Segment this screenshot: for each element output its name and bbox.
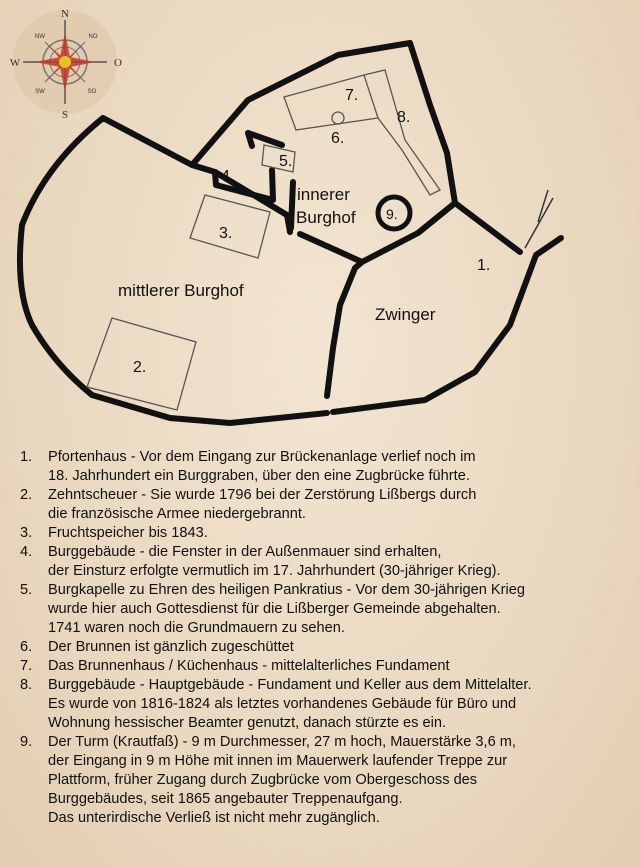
- legend-item: [20, 733, 635, 828]
- legend-text: die französische Armee niedergebrannt.: [48, 506, 306, 522]
- legend-text: Burggebäudes, seit 1865 angebauter Treppenaufgang.: [48, 791, 403, 807]
- compass-southwest: SW: [35, 89, 45, 95]
- map-number-2: 2.: [133, 359, 147, 376]
- compass-northwest: NW: [35, 34, 45, 40]
- entrance-bridge: [525, 190, 553, 248]
- compass-southeast: SO: [87, 89, 97, 95]
- compass-south: S: [61, 109, 69, 121]
- legend-number: 4.: [20, 544, 33, 560]
- zwinger-west-wall: [327, 262, 362, 396]
- legend-text: Zehntscheuer - Sie wurde 1796 bei der Zerstörung Lißbergs durch: [48, 487, 477, 503]
- legend-text: Burggebäude - die Fenster in der Außenmauer sind erhalten,: [48, 544, 442, 560]
- legend-number: 7.: [20, 658, 33, 674]
- label-inner-courtyard-2: Burghof: [296, 208, 356, 227]
- legend-item: [20, 657, 635, 676]
- compass-east: O: [114, 57, 122, 69]
- legend-text: Pfortenhaus - Vor dem Eingang zur Brückenanlage verlief noch im: [48, 449, 476, 465]
- well-circle: [332, 112, 344, 124]
- legend-text: 18. Jahrhundert ein Burggraben, über den eine Zugbrücke führte.: [48, 468, 470, 484]
- legend-number: 6.: [20, 639, 33, 655]
- legend-text: 1741 waren noch die Grundmauern zu sehen.: [48, 620, 345, 636]
- compass-rose-icon: [10, 8, 122, 121]
- building-7-outline: [284, 75, 378, 130]
- chapel-wall: [248, 133, 282, 146]
- legend-item: [20, 676, 635, 733]
- legend-list: [20, 448, 635, 828]
- legend-item: [20, 638, 635, 657]
- legend-text: Der Turm (Krautfaß) - 9 m Durchmesser, 27 m hoch, Mauerstärke 3,6 m,: [48, 734, 516, 750]
- label-inner-courtyard-1: innerer: [297, 185, 350, 204]
- legend-item: [20, 543, 635, 581]
- compass-north: N: [61, 8, 69, 20]
- legend-number: 2.: [20, 487, 33, 503]
- bridge-rail-south: [525, 198, 553, 248]
- label-zwinger: Zwinger: [375, 305, 436, 324]
- legend-text: Burggebäude - Hauptgebäude - Fundament und Keller aus dem Mittelalter.: [48, 677, 532, 693]
- map-number-5: 5.: [279, 153, 293, 170]
- legend-number: 5.: [20, 582, 33, 598]
- legend-item: [20, 581, 635, 638]
- legend-number: 8.: [20, 677, 33, 693]
- map-number-7: 7.: [345, 87, 359, 104]
- zwinger-south-wall: [333, 238, 561, 412]
- legend-text: Das unterirdische Verließ ist nicht mehr zugänglich.: [48, 810, 380, 826]
- map-number-3: 3.: [219, 225, 233, 242]
- compass-west: W: [9, 57, 21, 69]
- legend-text: Fruchtspeicher bis 1843.: [48, 525, 208, 541]
- map-number-9: 9.: [386, 206, 398, 222]
- legend-number: 3.: [20, 525, 33, 541]
- legend-number: 9.: [20, 734, 33, 750]
- legend-text: Es wurde von 1816-1824 als letztes vorhandenes Gebäude für Büro und: [48, 696, 517, 712]
- label-middle-courtyard: mittlerer Burghof: [118, 281, 244, 300]
- legend-text: wurde hier auch Gottesdienst für die Lißberger Gemeinde abgehalten.: [48, 601, 501, 617]
- legend-text: der Eingang in 9 m Höhe mit innen im Mauerwerk laufender Treppe zur: [48, 753, 508, 769]
- map-number-1: 1.: [477, 257, 491, 274]
- legend-text: Das Brunnenhaus / Küchenhaus - mittelalterliches Fundament: [48, 658, 450, 674]
- map-number-4: 4.: [221, 168, 235, 185]
- compass-center: [59, 56, 71, 68]
- courtyard-gate-wall: [291, 182, 293, 228]
- legend-item: [20, 486, 635, 524]
- map-number-8: 8.: [397, 109, 411, 126]
- legend-text: der Einsturz erfolgte vermutlich im 17. Jahrhundert (30-jähriger Krieg).: [48, 563, 501, 579]
- legend-item: [20, 448, 635, 486]
- zwinger-east-wall: [455, 203, 520, 252]
- legend-text: Der Brunnen ist gänzlich zugeschüttet: [48, 639, 294, 655]
- legend-number: 1.: [20, 449, 33, 465]
- legend-text: Burgkapelle zu Ehren des heiligen Pankratius - Vor dem 30-jährigen Krieg: [48, 582, 526, 598]
- building-8-outline: [364, 70, 440, 195]
- compass-northeast: NO: [88, 34, 98, 40]
- map-number-6: 6.: [331, 130, 345, 147]
- legend-text: Plattform, früher Zugang durch Zugbrücke vom Obergeschoss des: [48, 772, 478, 788]
- legend-text: Wohnung hessischer Beamter genutzt, danach stürzte es ein.: [48, 715, 447, 731]
- legend-item: [20, 524, 635, 543]
